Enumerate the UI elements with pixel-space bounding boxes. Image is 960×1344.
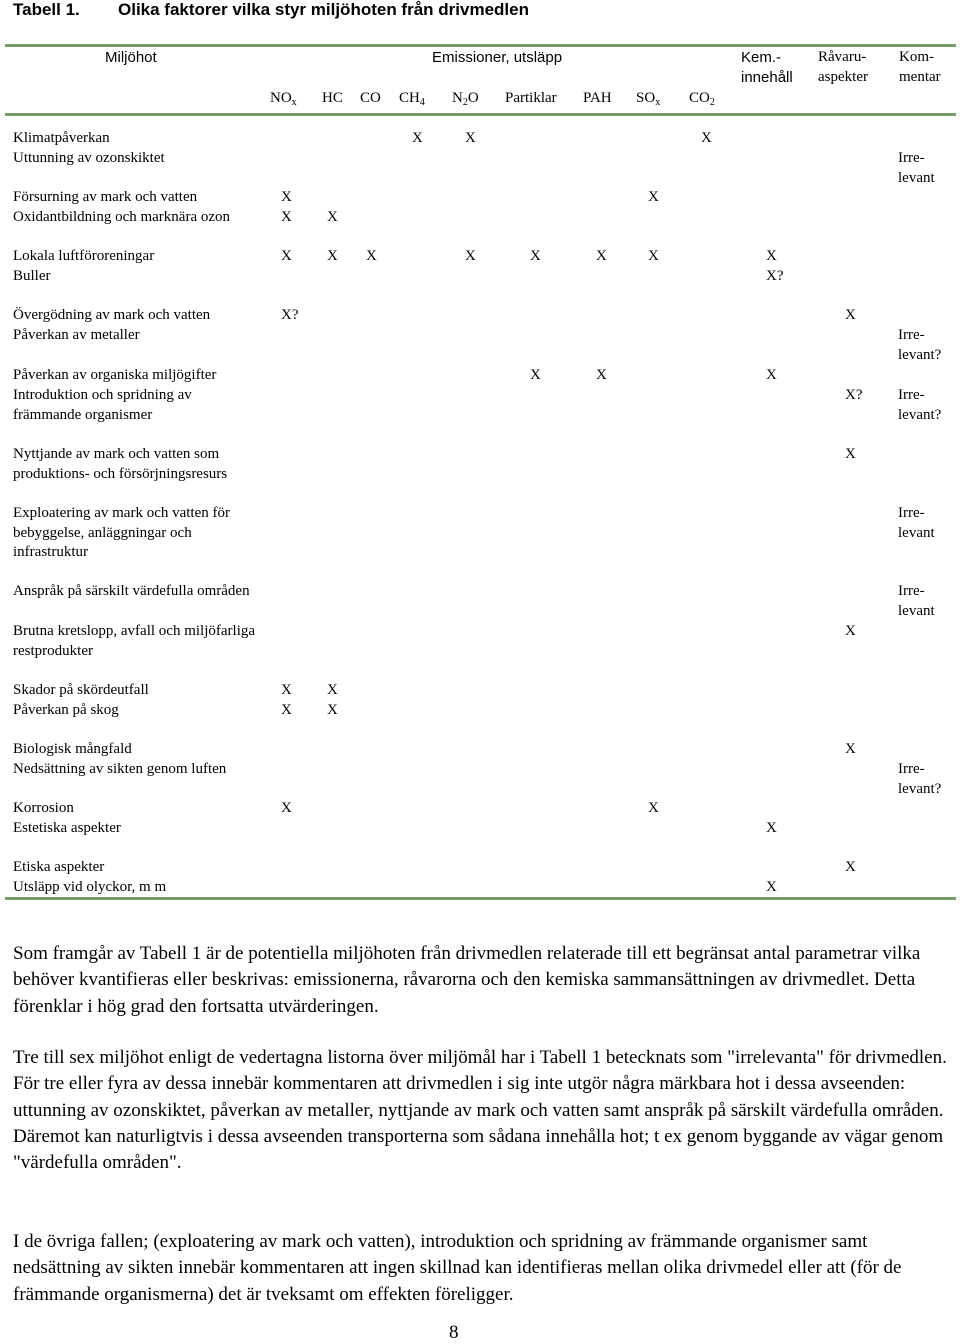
table-top-rule xyxy=(5,44,956,47)
mark-ravaru: X xyxy=(845,623,856,639)
header-ravaru-2: aspekter xyxy=(818,69,868,85)
header-kem-2: innehåll xyxy=(741,69,793,86)
header-kom-1: Kom- xyxy=(899,49,934,65)
mark-hc: X xyxy=(327,682,338,698)
mark-kem: X? xyxy=(766,268,784,284)
row-label: Klimatpåverkan xyxy=(13,130,110,146)
table-caption: Olika faktorer vilka styr miljöhoten från drivmedlen xyxy=(118,0,529,19)
col-sox: $SO_x$ xyxy=(636,90,661,108)
mark-hc: X xyxy=(327,209,338,225)
row-label: Estetiska aspekter xyxy=(13,820,121,836)
col-ch4: $CH_4$ xyxy=(399,90,425,108)
mark-partiklar: X xyxy=(530,367,541,383)
col-partiklar: Partiklar xyxy=(505,90,557,106)
mark-nox: X xyxy=(281,682,292,698)
mark-sox: X xyxy=(648,189,659,205)
row-label: Biologisk mångfald xyxy=(13,741,132,757)
mark-n2o: X xyxy=(465,248,476,264)
mark-hc: X xyxy=(327,248,338,264)
mark-co: X xyxy=(366,248,377,264)
mark-nox: X? xyxy=(281,307,299,323)
header-miljohot: Miljöhot xyxy=(105,49,157,66)
table-bottom-rule xyxy=(5,897,956,900)
mark-pah: X xyxy=(596,248,607,264)
mark-sox: X xyxy=(648,248,659,264)
row-label: Etiska aspekter xyxy=(13,859,105,875)
mark-ravaru: X? xyxy=(845,387,863,403)
col-hc: HC xyxy=(322,90,343,106)
mark-nox: X xyxy=(281,800,292,816)
comment-note: Irre-levant? xyxy=(898,761,942,797)
mark-co2: X xyxy=(701,130,712,146)
table-title xyxy=(13,0,529,20)
mark-n2o: X xyxy=(465,130,476,146)
row-label: Brutna kretslopp, avfall och miljöfarliga restprodukter xyxy=(13,623,256,659)
row-label: Buller xyxy=(13,268,51,284)
mark-hc: X xyxy=(327,702,338,718)
row-label: Påverkan av metaller xyxy=(13,327,140,343)
mark-partiklar: X xyxy=(530,248,541,264)
row-label: Exploatering av mark och vatten för bebyggelse, anläggningar och infrastruktur xyxy=(13,505,231,560)
mark-sox: X xyxy=(648,800,659,816)
row-label: Anspråk på särskilt värdefulla områden xyxy=(13,583,250,599)
mark-kem: X xyxy=(766,879,777,895)
row-label: Oxidantbildning och marknära ozon xyxy=(13,209,231,225)
comment-note: Irre-levant xyxy=(898,505,935,541)
mark-nox: X xyxy=(281,189,292,205)
header-bottom-rule xyxy=(5,113,956,116)
mark-ravaru: X xyxy=(845,307,856,323)
row-label: Lokala luftföroreningar xyxy=(13,248,155,264)
col-n2o: $N_2O$ xyxy=(452,90,479,108)
header-ravaru-1: Råvaru- xyxy=(818,49,867,65)
mark-nox: X xyxy=(281,209,292,225)
comment-note: Irre-levant xyxy=(898,150,935,186)
comment-note: Irre-levant? xyxy=(898,327,942,363)
col-co: CO xyxy=(360,90,381,106)
row-label: Nedsättning av sikten genom luften xyxy=(13,761,227,777)
paragraph-1: Som framgår av Tabell 1 är de potentiella miljöhoten från drivmedlen relaterade till ett begränsat antal parametrar vilka behöver kvantifieras eller beskrivas: emissionerna, råvarorna och den kemiska sammansättningen av drivmedlet. Detta förenklar i hög grad den fortsatta utvärderingen. xyxy=(13,943,921,1017)
col-co2: $CO_2$ xyxy=(689,90,715,108)
mark-ravaru: X xyxy=(845,446,856,462)
mark-ravaru: X xyxy=(845,859,856,875)
paragraph-3: I de övriga fallen; (exploatering av mark och vatten), introduktion och spridning av främmande organismer samt nedsättning av sikten innebär kommentaren att ingen skillnad kan identifieras mellan olika drivmedel eller att (för de främmande organismerna) det är tveksamt om effekten föreligger. xyxy=(13,1231,902,1305)
mark-ravaru: X xyxy=(845,741,856,757)
comment-note: Irre-levant xyxy=(898,583,935,619)
row-label: Korrosion xyxy=(13,800,74,816)
table-number: Tabell 1. xyxy=(13,0,80,19)
mark-kem: X xyxy=(766,248,777,264)
mark-kem: X xyxy=(766,367,777,383)
mark-ch4: X xyxy=(412,130,423,146)
page-number: 8 xyxy=(449,1322,459,1343)
mark-kem: X xyxy=(766,820,777,836)
row-label: Påverkan på skog xyxy=(13,702,119,718)
row-label: Nyttjande av mark och vatten som produktions- och försörjningsresurs xyxy=(13,446,228,482)
header-emissioner: Emissioner, utsläpp xyxy=(432,49,563,66)
row-label: Introduktion och spridning av främmande organismer xyxy=(13,387,192,423)
header-kem-1: Kem.- xyxy=(741,49,782,66)
row-label: Övergödning av mark och vatten xyxy=(13,307,211,323)
col-nox: $NO_x$ xyxy=(270,90,297,108)
mark-nox: X xyxy=(281,702,292,718)
paragraph-2: Tre till sex miljöhot enligt de vedertagna listorna över miljömål har i Tabell 1 betecknats som "irrelevanta" för drivmedlen. För tre eller fyra av dessa innebär kommentaren att drivmedlen i sig inte utgör några märkbara hot i dessa avseenden: uttunning av ozonskiktet, påverkan av metaller, nyttjande av mark och vatten samt anspråk på särskilt värdefulla områden. Däremot kan naturligtvis i dessa avseenden transporterna som sådana innehålla hot; t ex genom byggande av vägar genom "värdefulla områden". xyxy=(13,1047,947,1174)
row-label: Utsläpp vid olyckor, m m xyxy=(13,879,167,895)
header-kom-2: mentar xyxy=(899,69,941,85)
row-label: Skador på skördeutfall xyxy=(13,682,149,698)
row-label: Försurning av mark och vatten xyxy=(13,189,198,205)
mark-pah: X xyxy=(596,367,607,383)
mark-nox: X xyxy=(281,248,292,264)
col-pah: PAH xyxy=(583,90,612,106)
row-label: Uttunning av ozonskiktet xyxy=(13,150,165,166)
comment-note: Irre-levant? xyxy=(898,387,942,423)
row-label: Påverkan av organiska miljögifter xyxy=(13,367,217,383)
